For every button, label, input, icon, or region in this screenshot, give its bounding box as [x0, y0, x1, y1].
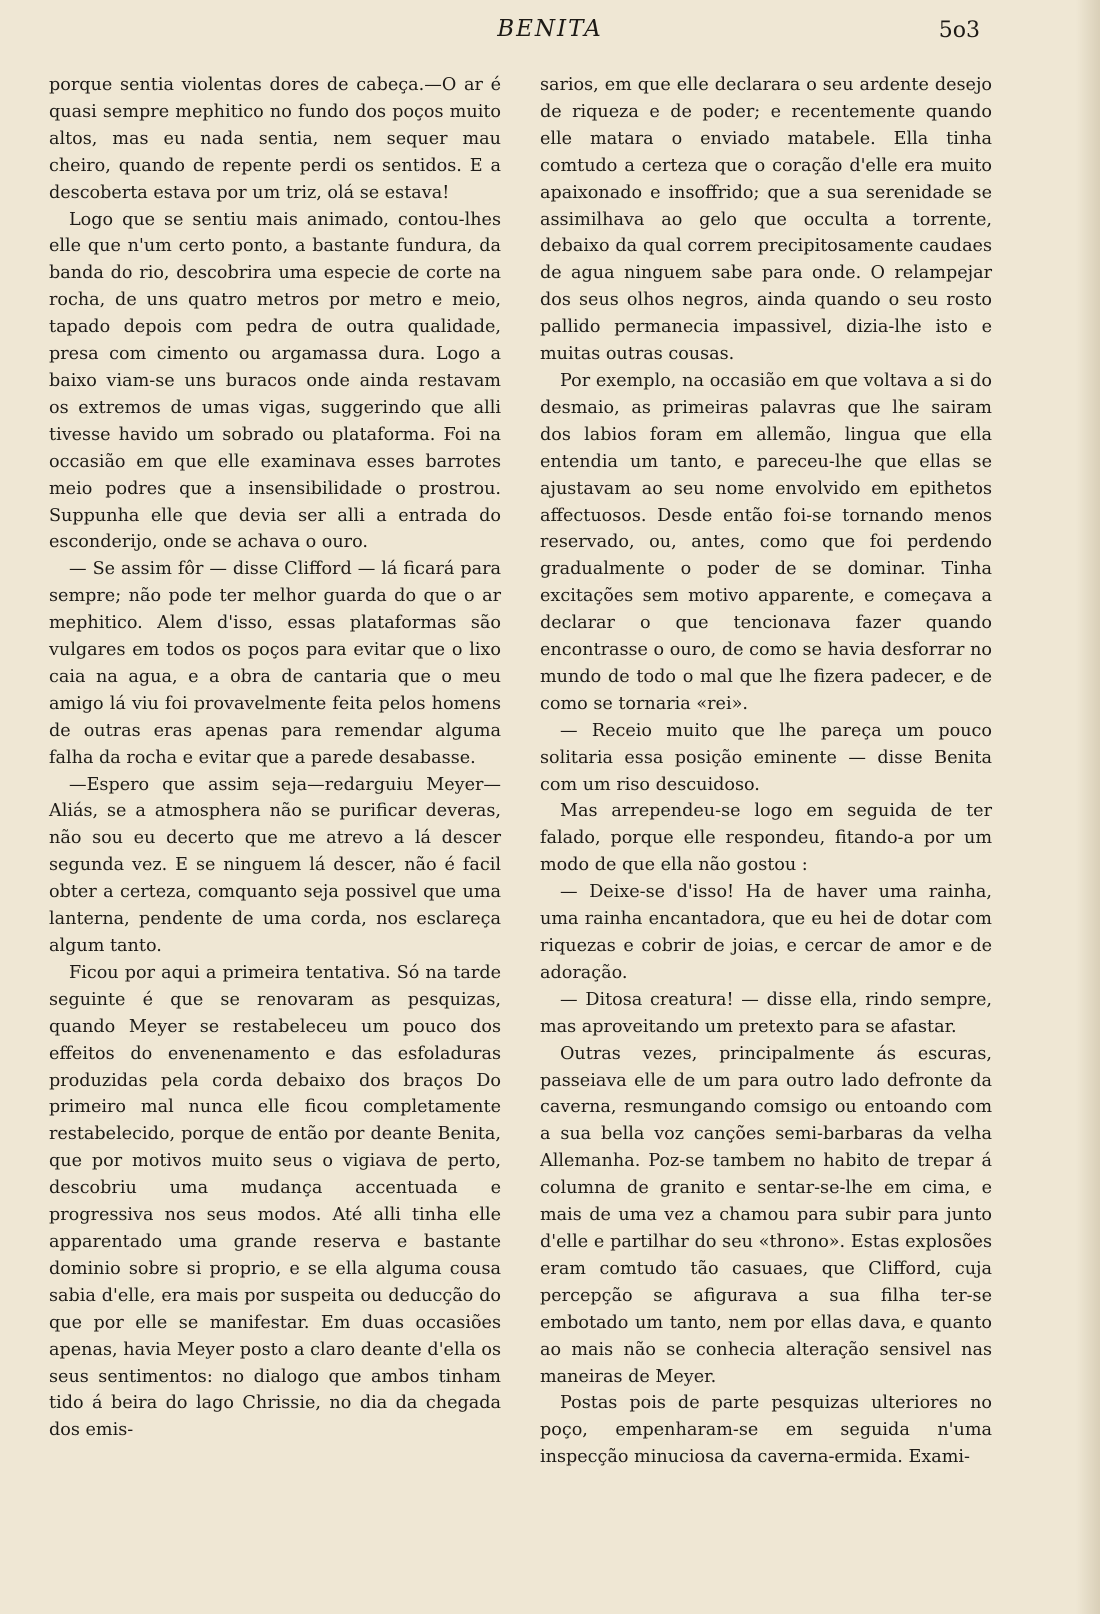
- paragraph: porque sentia violentas dores de cabeça.—O ar é quasi sempre mephitico no fundo dos poços muito altos, mas eu nada sentia, nem sequer mau cheiro, quando de repente perdi os sentidos. E a descoberta estava por um triz, olá se estava!: [49, 75, 501, 203]
- paragraph: sarios, em que elle declarara o seu ardente desejo de riqueza e de poder; e recentemente quando elle matara o enviado matabele. Ella tinha comtudo a certeza que o coração d'elle era muito apaixonado e insoffrido; que a sua serenidade se assimilhava ao gelo que occulta a torrente, debaixo da qual correm precipitosamente caudaes de agua ninguem sabe para onde. O relampejar dos seus olhos negros, ainda quando o seu rosto pallido permanecia impassivel, dizia-lhe isto e muitas outras cousas.: [540, 75, 992, 365]
- paragraph: Mas arrependeu-se logo em seguida de ter falado, porque elle respondeu, fitando-a por um modo de que ella não gostou :: [540, 801, 992, 876]
- right-column: [540, 72, 992, 1471]
- paragraph: Outras vezes, principalmente ás escuras, passeiava elle de um para outro lado defronte da caverna, resmungando comsigo ou entoando com a sua bella voz canções semi-barbaras da velha Allemanha. Poz-se tambem no habito de trepar á columna de granito e sentar-se-lhe em cima, e mais de uma vez a chamou para subir para junto d'elle e partilhar do seu «throno». Estas explosões eram comtudo tão casuaes, que Clifford, cuja percepção se afigurava a sua filha ter-se embotado um tanto, nem por ellas dava, e quanto ao mais não se conhecia alteração sensivel nas maneiras de Meyer.: [540, 1043, 992, 1387]
- left-column: [49, 72, 501, 1444]
- paragraph: — Se assim fôr — disse Clifford — lá ficará para sempre; não pode ter melhor guarda do que o ar mephitico. Alem d'isso, essas plataformas são vulgares em todos os poços para evitar que o lixo caia na agua, e a obra de cantaria que o meu amigo lá viu foi provavelmente feita pelos homens de outras eras apenas para remendar alguma falha da rocha e evitar que a parede desabasse.: [49, 559, 501, 768]
- running-title: BENITA: [497, 16, 603, 42]
- paragraph: Por exemplo, na occasião em que voltava a si do desmaio, as primeiras palavras que lhe sairam dos labios foram em allemão, lingua que ella entendia um tanto, e pareceu-lhe que ellas se ajustavam ao seu nome envolvido em epithetos affectuosos. Desde então foi-se tornando menos reservado, ou, antes, como que foi perdendo gradualmente o poder de se dominar. Tinha excitações sem motivo apparente, e começava a declarar o que tencionava fazer quando encontrasse o ouro, de como se havia desforrar no mundo de todo o mal que lhe fizera padecer, e de como se tornaria «rei».: [540, 370, 992, 714]
- page-number: 5o3: [938, 18, 980, 43]
- paragraph: Ficou por aqui a primeira tentativa. Só na tarde seguinte é que se renovaram as pesquizas, quando Meyer se restabeleceu um pouco dos effeitos do envenenamento e das esfoladuras produzidas pela corda debaixo dos braços Do primeiro mal nunca elle ficou completamente restabelecido, porque de então por deante Benita, que por motivos muito seus o vigiava de perto, descobriu uma mudança accentuada e progressiva nos seus modos. Até alli tinha elle apparentado uma grande reserva e bastante dominio sobre si proprio, e se ella alguma cousa sabia d'elle, era mais por suspeita ou deducção do que por elle se manifestar. Em duas occasiões apenas, havia Meyer posto a claro deante d'ella os seus sentimentos: no dialogo que ambos tinham tido á beira do lago Chrissie, no dia da chegada dos emis-: [49, 962, 501, 1441]
- paragraph: — Receio muito que lhe pareça um pouco solitaria essa posição eminente — disse Benita com um riso descuidoso.: [540, 720, 992, 795]
- paragraph: Postas pois de parte pesquizas ulteriores no poço, empenharam-se em seguida n'uma inspecção minuciosa da caverna-ermida. Exami-: [540, 1393, 992, 1468]
- paragraph: — Ditosa creatura! — disse ella, rindo sempre, mas aproveitando um pretexto para se afastar.: [540, 989, 992, 1037]
- paragraph: —Espero que assim seja—redarguiu Meyer—Aliás, se a atmosphera não se purificar deveras, não sou eu decerto que me atrevo a lá descer segunda vez. E se ninguem lá descer, não é facil obter a certeza, comquanto seja possivel que uma lanterna, pendente de uma corda, nos esclareça algum tanto.: [49, 774, 501, 956]
- paragraph: Logo que se sentiu mais animado, contou-lhes elle que n'um certo ponto, a bastante fundura, da banda do rio, descobrira uma especie de corte na rocha, de uns quatro metros por metro e meio, tapado depois com pedra de outra qualidade, presa com cimento ou argamassa dura. Logo a baixo viam-se uns buracos onde ainda restavam os extremos de umas vigas, suggerindo que alli tivesse havido um sobrado ou plataforma. Foi na occasião em que elle examinava esses barrotes meio podres que a insensibilidade o prostrou. Suppunha elle que devia ser alli a entrada do esconderijo, onde se achava o ouro.: [49, 209, 501, 553]
- paragraph: — Deixe-se d'isso! Ha de haver uma rainha, uma rainha encantadora, que eu hei de dotar com riquezas e cobrir de joias, e cercar de amor e de adoração.: [540, 882, 992, 983]
- page-edge-shadow: [1076, 0, 1100, 1614]
